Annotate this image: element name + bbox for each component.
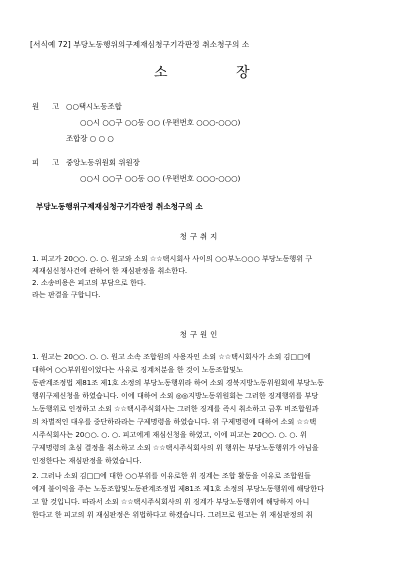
- plaintiff-representative: 조합장 ○ ○ ○: [66, 134, 114, 143]
- cause-line: 노동행위로 인정하고 소외 ☆☆택시주식회사는 그러한 징계를 즉시 취소하고 금후 비조합원과: [32, 404, 319, 413]
- cause-line: 에게 불이익을 주는 노동조합및노동관계조정법 제81조 제1호 소정의 부당노동행위에 해당한다: [32, 484, 324, 493]
- cause-line: 의 차별적인 대우를 중단하라라는 구제명령을 하였습니다. 위 구제명령에 대하여 소외 ☆☆택: [32, 417, 317, 426]
- cause-line: 인정한다는 재심판정을 하였습니다.: [32, 456, 142, 465]
- title-char-2: 장: [236, 65, 250, 81]
- claim-line: 2. 소송비용은 피고의 부담으로 한다.: [32, 278, 146, 287]
- title-char-1: 소: [154, 65, 168, 81]
- cause-line: 동관계조정법 제81조 제1호 소정의 부당노동행위라 하여 소외 경북지방노동위원회에 부당노동: [32, 378, 324, 387]
- cause-line: 행위구제신청을 하였습니다. 이에 대하여 소외 ◎◎지방노동위원회는 그러한 징계행위를 부당: [32, 391, 319, 400]
- cause-line: 2. 그러나 소외 김□□에 대한 ○○부위를 이유로한 위 징계는 조합 활동을 이유로 조합원들: [32, 471, 311, 480]
- plaintiff-name: ○○택시노동조합: [66, 102, 122, 111]
- cause-line: 시주식회사는 20○○. ○. ○. 피고에게 재심신청을 하였고, 이에 피고는 20○○. ○. ○. 위: [32, 430, 307, 439]
- cause-line: 1. 원고는 20○○. ○. ○. 원고 소속 조합원의 사용자인 소외 ☆☆택시회사가 소외 김□□에: [32, 352, 311, 361]
- plaintiff-address: ○○시 ○○구 ○○동 ○○ (우편번호 ○○○-○○○): [80, 118, 241, 127]
- claim-line: 제재심신청사건에 관하여 한 재심판정을 취소한다.: [32, 266, 188, 275]
- defendant-address: ○○시 ○○구 ○○동 ○○ (우편번호 ○○○-○○○): [80, 174, 241, 183]
- claim-line: 라는 판결을 구합니다.: [32, 290, 101, 299]
- document-page: [서식예 72] 부당노동행위의구제재심청구기각판정 취소청구의 소 소 장 원 고 ○○택시노동조합 ○○시 ○○구 ○○동 ○○ (우편번호 ○○○-○○○) 조합장 ○ ○ ○ 피 고 중앙노동위원회 위원장 ○○시 ○○구 ○○동 ○○ (우편번호 ○○○-○○○) 부당노동행위구제재심청구기각판정 취소청구의 소 청구취지 1. 피고가 20○○. ○. ○. 원고와 소외 ☆☆택시회사 사이의 ○○부노○○○ 부당노동행위 구 제재심신청사건에 관하여 한 재심판정을 취소한다. 2. 소송비용은 피고의 부담으로 한다. 라는 판결을 구합니다. 청구원인 1. 원고는 20○○. ○. ○. 원고 소속 조합원의 사용자인 소외 ☆☆택시회사가 소외 김□□에 대하여 ○○부위원이었다는 사유로 징계처분을 한 것이 노동조합및노 동관계조정법 제81조 제1호 소정의 부당노동행위라 하여 소외 경북지방노동위원회에 부당노동 행위구제신청을 하였습니다. 이에 대하여 소외 ◎◎지방노동위원회는 그러한 징계행위를 부당 노동행위로 인정하고 소외 ☆☆택시주식회사는 그러한 징계를 즉시 취소하고 금후 비조합원과 의 차별적인 대우를 중단하라라는 구제명령을 하였습니다. 위 구제명령에 대하여 소외 ☆☆택 시주식회사는 20○○. ○. ○. 피고에게 재심신청을 하였고, 이에 피고는 20○○. ○. ○. 위 구제명령의 초심 결정을 취소하고 소외 ☆☆택시주식회사의 위 행위는 부당노동행위가 아님을 인정한다는 재심판정을 하였습니다. 2. 그러나 소외 김□□에 대한 ○○부위를 이유로한 위 징계는 조합 활동을 이유로 조합원들 에게 불이익을 주는 노동조합및노동관계조정법 제81조 제1호 소정의 부당노동행위에 해당한다 고 할 것입니다. 따라서 소외 ☆☆택시주식회사의 위 징계가 부당노동행위에 해당하지 아니 한다고 한 피고의 위 재심판정은 위법하다고 하겠습니다. 그러므로 원고는 위 재심판정의 취: [0, 0, 400, 565]
- case-title: 부당노동행위구제재심청구기각판정 취소청구의 소: [36, 202, 203, 211]
- cause-line: 대하여 ○○부위원이었다는 사유로 징계처분을 한 것이 노동조합및노: [32, 365, 243, 374]
- defendant-name: 중앙노동위원회 위원장: [66, 158, 140, 167]
- cause-line: 한다고 한 피고의 위 재심판정은 위법하다고 하겠습니다. 그러므로 원고는 위 재심판정의 취: [32, 510, 313, 519]
- cause-heading: 청구원인: [179, 330, 221, 339]
- claim-heading: 청구취지: [179, 232, 221, 241]
- cause-line: 구제명령의 초심 결정을 취소하고 소외 ☆☆택시주식회사의 위 행위는 부당노동행위가 아님을: [32, 443, 319, 452]
- form-number: [서식예 72] 부당노동행위의구제재심청구기각판정 취소청구의 소: [30, 40, 250, 49]
- claim-line: 1. 피고가 20○○. ○. ○. 원고와 소외 ☆☆택시회사 사이의 ○○부노○○○ 부당노동행위 구: [32, 254, 313, 263]
- cause-line: 고 할 것입니다. 따라서 소외 ☆☆택시주식회사의 위 징계가 부당노동행위에 해당하지 아니: [32, 497, 310, 506]
